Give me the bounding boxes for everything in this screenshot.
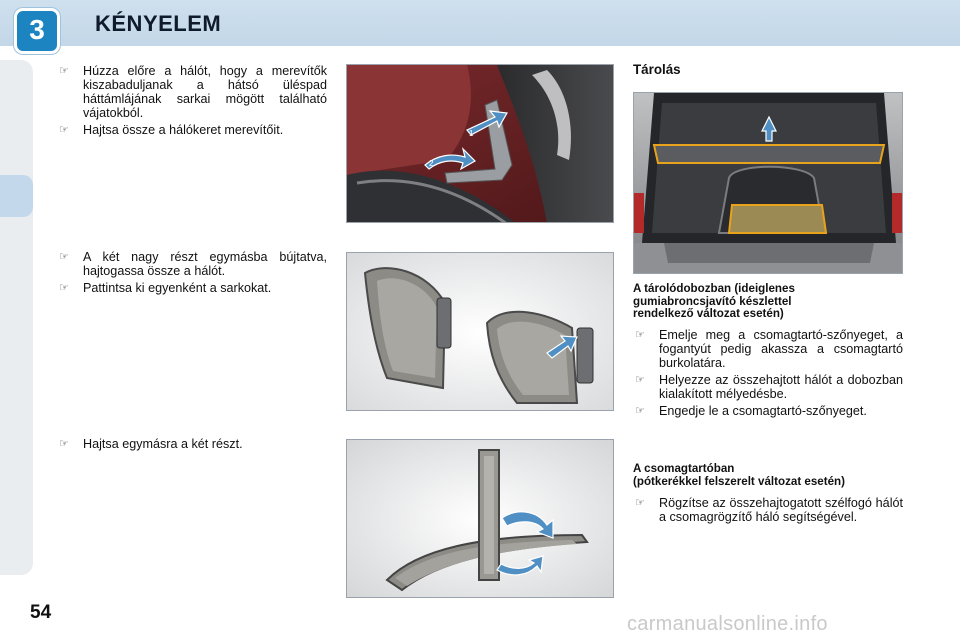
list-item: ☞ Engedje le a csomagtartó-szőnyeget. bbox=[635, 404, 867, 418]
instructions-group-2 bbox=[57, 250, 327, 298]
photo-net-release bbox=[346, 64, 614, 223]
photo-trunk-storage bbox=[633, 92, 903, 274]
pointing-hand-icon: ☞ bbox=[59, 251, 69, 263]
section-title-storage: Tárolás bbox=[633, 62, 681, 77]
photo-net-stacked bbox=[346, 439, 614, 598]
arrow-number-2: 2 bbox=[429, 159, 434, 168]
watermark[interactable]: carmanualsonline.info bbox=[627, 613, 828, 635]
instructions-group-1 bbox=[57, 64, 327, 140]
page-title: KÉNYELEM bbox=[95, 11, 222, 36]
storage-box-title: A tárolódobozban (ideiglenes gumiabroncsjavító készlettel rendelkező változat esetén) bbox=[633, 282, 795, 320]
pointing-hand-icon: ☞ bbox=[635, 405, 645, 417]
list-item: ☞ Pattintsa ki egyenként a sarkokat. bbox=[59, 281, 272, 295]
list-item: ☞ Helyezze az összehajtott hálót a dobozban kialakított mélyedésbe. bbox=[635, 373, 903, 401]
page-number: 54 bbox=[30, 602, 52, 623]
pointing-hand-icon: ☞ bbox=[635, 374, 645, 386]
storage-box-instructions bbox=[633, 328, 903, 421]
pointing-hand-icon: ☞ bbox=[59, 438, 69, 450]
pointing-hand-icon: ☞ bbox=[635, 329, 645, 341]
sidebar-chapter-tab[interactable] bbox=[0, 175, 33, 217]
photo-net-folding bbox=[346, 252, 614, 411]
list-item: ☞ A két nagy részt egymásba bújtatva, hajtogassa össze a hálót. bbox=[59, 250, 327, 278]
list-item: ☞ Emelje meg a csomagtartó-szőnyeget, a fogantyút pedig akassza a csomagtartó burkolatára. bbox=[635, 328, 903, 370]
pointing-hand-icon: ☞ bbox=[59, 282, 69, 294]
list-item: ☞ Rögzítse az összehajtogatott szélfogó hálót a csomagrögzítő háló segítségével. bbox=[635, 496, 903, 524]
list-item: ☞ Húzza előre a hálót, hogy a merevítők kiszabaduljanak a hátsó üléspad háttámlájának sarkai mögött található vájatokból. bbox=[59, 64, 327, 120]
list-item: ☞ Hajtsa össze a hálókeret merevítőit. bbox=[59, 123, 284, 137]
sidebar-strip bbox=[0, 60, 33, 575]
trunk-title: A csomagtartóban (pótkerékkel felszerelt változat esetén) bbox=[633, 462, 845, 488]
chapter-number-badge: 3 bbox=[14, 8, 60, 54]
pointing-hand-icon: ☞ bbox=[635, 497, 645, 509]
instructions-group-3 bbox=[57, 437, 327, 454]
list-item: ☞ Hajtsa egymásra a két részt. bbox=[59, 437, 243, 451]
arrow-number-1: 1 bbox=[469, 129, 474, 138]
pointing-hand-icon: ☞ bbox=[59, 124, 69, 136]
pointing-hand-icon: ☞ bbox=[59, 65, 69, 77]
trunk-instructions bbox=[633, 496, 903, 527]
